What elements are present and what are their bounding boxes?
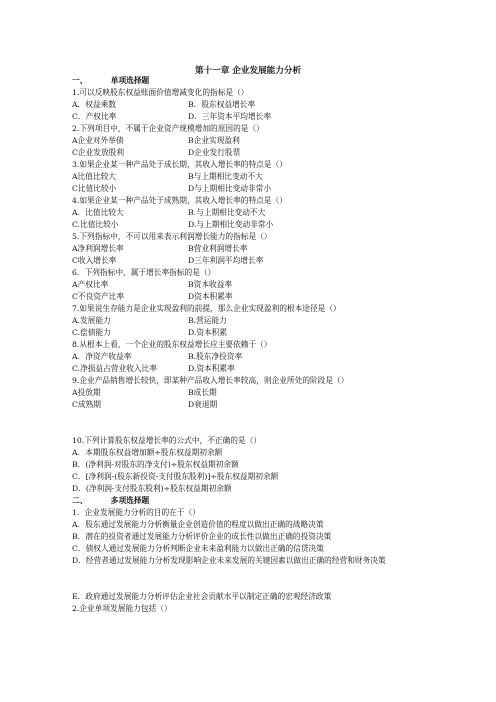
question-stem: 5.下列指标中，不可以用来表示利润增长能力的指标是（） <box>72 232 272 241</box>
section-1-number: 一、 <box>72 76 88 85</box>
question-10-option-b: B．(净利润-对股东的净支付)÷股东权益期初余额 <box>72 460 239 469</box>
section-2-number: 二、 <box>72 496 88 505</box>
question-10-option-d: D．(净利润-支付股东股利)÷股东权益期初余额 <box>72 484 232 493</box>
question-stem: 2.下列项目中，不属于企业资产规模增加的原因的是（） <box>72 124 264 133</box>
question-option: A．比值比较大 <box>72 208 124 217</box>
question-10-option-c: C．[净利润-(股东新投资-支付股东股利)]÷股东权益期初余额 <box>72 472 279 481</box>
multi-question-1-option-d: D．经营者通过发展能力分析发现影响企业未来发展的关键因素以做出正确的经营和财务决策 <box>72 556 386 565</box>
multi-question-1-option-a: A．股东通过发展能力分析衡量企业创造价值的程度以做出正确的战略决策 <box>72 520 324 529</box>
question-option: C比值比较小 <box>72 184 117 193</box>
question-option: B.与上期相比变动不大 <box>188 208 266 217</box>
question-option: C.偿债能力 <box>72 328 111 337</box>
question-option: A．净资产收益率 <box>72 352 132 361</box>
multi-question-1-option-e: E．政府通过发展能力分析评估企业社会贡献水平以制定正确的宏观经济政策 <box>72 592 332 601</box>
question-stem: 8.从根本上看，一个企业的股东权益增长应主要依赖于（） <box>72 340 272 349</box>
question-option: A.发展能力 <box>72 316 111 325</box>
question-stem: 1.可以反映股东权益账面价值增减变化的指标是（） <box>72 88 249 97</box>
multi-question-1: 1．企业发展能力分析的目的在于（） <box>72 508 200 517</box>
question-option: C企业发放股利 <box>72 148 125 157</box>
question-option: D.资本积累 <box>188 328 228 337</box>
question-option: A．权益乘数 <box>72 100 116 109</box>
question-option: A企业对外举债 <box>72 136 124 145</box>
chapter-title: 第十一章 企业发展能力分析 <box>194 66 302 76</box>
question-option: C不良资产比率 <box>72 292 125 301</box>
question-option: C．产权比率 <box>72 112 117 121</box>
question-option: A比值比较大 <box>72 172 116 181</box>
section-1-heading <box>72 76 149 86</box>
question-10-option-a: A．本期股东权益增加额÷股东权益期初余额 <box>72 448 223 457</box>
question-option: B.股东净投资率 <box>188 352 243 361</box>
question-option: D企业发行股票 <box>188 148 241 157</box>
question-option: B企业实现盈利 <box>188 136 240 145</box>
question-option: D．三年资本平均增长率 <box>188 112 272 121</box>
question-stem: 6．下列指标中，属于增长率指标的是（） <box>72 268 216 277</box>
question-option: D三年利润平均增长率 <box>188 256 264 265</box>
question-option: D衰退期 <box>188 400 218 409</box>
question-option: A投放期 <box>72 388 101 397</box>
question-option: D资本积累率 <box>188 292 233 301</box>
section-2-title: 多项选择题 <box>110 496 150 505</box>
multi-question-1-option-b: B．潜在的投资者通过发展能力分析评价企业的成长性以做出正确的投资决策 <box>72 532 332 541</box>
question-stem: 9.企业产品销售增长较快，即某种产品收入增长率较高，则企业所处的阶段是（） <box>72 376 349 385</box>
question-stem: 3.如果企业某一种产品处于成长期，其收入增长率的特点是（） <box>72 160 287 169</box>
section-1-title: 单项选择题 <box>110 76 150 85</box>
question-option: C.净损益占营业收入比率 <box>72 364 157 373</box>
question-option: B与上期相比变动不大 <box>188 172 263 181</box>
question-option: B.营运能力 <box>188 316 227 325</box>
question-option: B成长期 <box>188 388 217 397</box>
question-stem: 7.如果说生存能力是企业实现盈利的前提，那么企业实现盈利的根本途径是（） <box>72 304 341 313</box>
question-option: C收入增长率 <box>72 256 117 265</box>
question-option: B资本收益率 <box>188 280 233 289</box>
question-option: A净利润增长率 <box>72 244 124 253</box>
question-option: A产权比率 <box>72 280 109 289</box>
question-10: 10.下列计算股东权益增长率的公式中，不正确的是（） <box>72 436 262 445</box>
question-option: D与上期相比变动非常小 <box>188 184 272 193</box>
question-option: D.与上期相比变动非常小 <box>188 220 274 229</box>
question-option: B营业利润增长率 <box>188 244 248 253</box>
question-option: B．股东权益增长率 <box>188 100 256 109</box>
multi-question-2: 2.企业单项发展能力包括（） <box>72 604 172 613</box>
question-option: C.比值比较小 <box>72 220 119 229</box>
question-option: C成熟期 <box>72 400 101 409</box>
question-option: D.资本积累率 <box>188 364 235 373</box>
multi-question-1-option-c: C．债权人通过发展能力分析判断企业未来盈利能力以做出正确的信贷决策 <box>72 544 324 553</box>
question-stem: 4.如果企业某一种产品处于成熟期，其收入增长率的特点是（） <box>72 196 287 205</box>
section-2-heading <box>72 496 149 506</box>
